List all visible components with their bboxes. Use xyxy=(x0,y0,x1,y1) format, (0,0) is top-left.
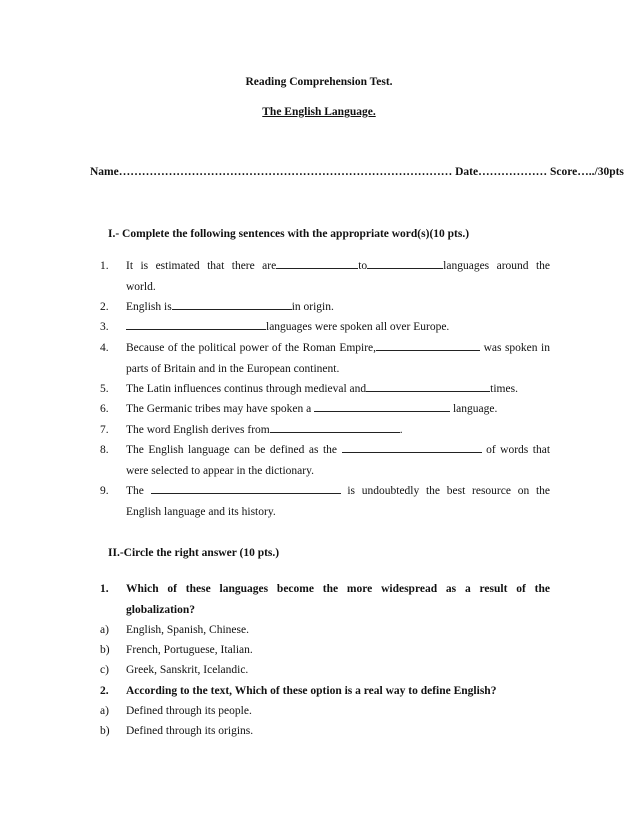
answer-blank[interactable] xyxy=(276,258,358,269)
item-text: was spoken in parts of Britain and in the European continent. xyxy=(126,342,550,375)
question-number: 1. xyxy=(100,583,109,595)
item-text: language. xyxy=(452,403,498,415)
name-field[interactable]: …………………………………………………………………………… xyxy=(118,166,453,178)
item-number: 6. xyxy=(100,403,109,415)
item-text: is undoubtedly the best resource on the English language and its history. xyxy=(126,485,550,518)
option-q2-b[interactable] xyxy=(100,721,550,742)
option-text: Defined through its people. xyxy=(126,705,252,717)
item-number: 4. xyxy=(100,342,109,354)
answer-blank[interactable] xyxy=(151,483,341,494)
item-text: The Germanic tribes may have spoken a xyxy=(126,403,312,415)
item-text: in origin. xyxy=(291,301,334,313)
section1-item-8 xyxy=(100,440,550,481)
item-text: to xyxy=(358,260,368,272)
item-number: 9. xyxy=(100,485,109,497)
item-text: The xyxy=(126,485,144,497)
item-number: 8. xyxy=(100,444,109,456)
answer-blank[interactable] xyxy=(126,319,266,330)
date-label: Date xyxy=(455,166,479,178)
section1-item-1 xyxy=(100,256,550,297)
question-text: Which of these languages become the more widespread as a result of the globalization? xyxy=(126,583,550,616)
option-text: Defined through its origins. xyxy=(126,725,254,737)
item-text: The Latin influences continus through medieval and xyxy=(126,383,367,395)
item-text: The word English derives from xyxy=(126,424,270,436)
option-text: French, Portuguese, Italian. xyxy=(126,644,253,656)
item-number: 2. xyxy=(100,301,109,313)
item-text: . xyxy=(399,424,403,436)
student-info-line xyxy=(90,166,624,178)
option-letter: a) xyxy=(100,624,109,636)
item-text: times. xyxy=(490,383,518,395)
item-text: English is xyxy=(126,301,172,313)
page-subtitle: The English Language. xyxy=(262,106,376,118)
score-label: Score xyxy=(550,166,578,178)
item-text: languages were spoken all over Europe. xyxy=(266,321,450,333)
item-text: of words that were selected to appear in the dictionary. xyxy=(126,444,551,477)
option-q2-a[interactable] xyxy=(100,701,550,722)
answer-blank[interactable] xyxy=(366,381,490,392)
option-letter: b) xyxy=(100,644,110,656)
section1-item-2 xyxy=(100,297,550,318)
item-text: The English language can be defined as the xyxy=(126,444,338,456)
option-text: Greek, Sanskrit, Icelandic. xyxy=(126,664,249,676)
option-q1-b[interactable] xyxy=(100,640,550,661)
item-number: 7. xyxy=(100,424,109,436)
answer-blank[interactable] xyxy=(367,258,443,269)
item-text: It is estimated that there are xyxy=(126,260,277,272)
answer-blank[interactable] xyxy=(342,442,482,453)
section1-item-6 xyxy=(100,399,550,420)
option-letter: c) xyxy=(100,664,109,676)
answer-blank[interactable] xyxy=(376,340,480,351)
item-number: 3. xyxy=(100,321,109,333)
item-text: languages around the world. xyxy=(126,260,551,293)
question-1 xyxy=(100,579,550,620)
date-field[interactable]: ……………… xyxy=(478,166,548,178)
question-number: 2. xyxy=(100,685,109,697)
answer-blank[interactable] xyxy=(172,299,292,310)
answer-blank[interactable] xyxy=(314,401,450,412)
option-letter: b) xyxy=(100,725,110,737)
section1-item-3 xyxy=(100,317,550,338)
question-2 xyxy=(100,681,550,702)
answer-blank[interactable] xyxy=(270,422,400,433)
option-q1-a[interactable] xyxy=(100,620,550,641)
section1-item-9 xyxy=(100,481,550,522)
score-field: …../30pts xyxy=(577,166,624,178)
option-text: English, Spanish, Chinese. xyxy=(126,624,249,636)
item-number: 5. xyxy=(100,383,109,395)
section1-item-5 xyxy=(100,379,550,400)
section1-item-4 xyxy=(100,338,550,379)
option-q1-c[interactable] xyxy=(100,660,550,681)
section2-heading: II.-Circle the right answer (10 pts.) xyxy=(108,547,280,559)
name-label: Name xyxy=(90,166,119,178)
question-text: According to the text, Which of these option is a real way to define English? xyxy=(126,685,497,697)
item-number: 1. xyxy=(100,260,109,272)
section1-heading: I.- Complete the following sentences with the appropriate word(s)(10 pts.) xyxy=(108,228,470,240)
page-title: Reading Comprehension Test. xyxy=(245,76,393,88)
section1-item-7 xyxy=(100,420,550,441)
item-text: Because of the political power of the Roman Empire, xyxy=(126,342,377,354)
option-letter: a) xyxy=(100,705,109,717)
